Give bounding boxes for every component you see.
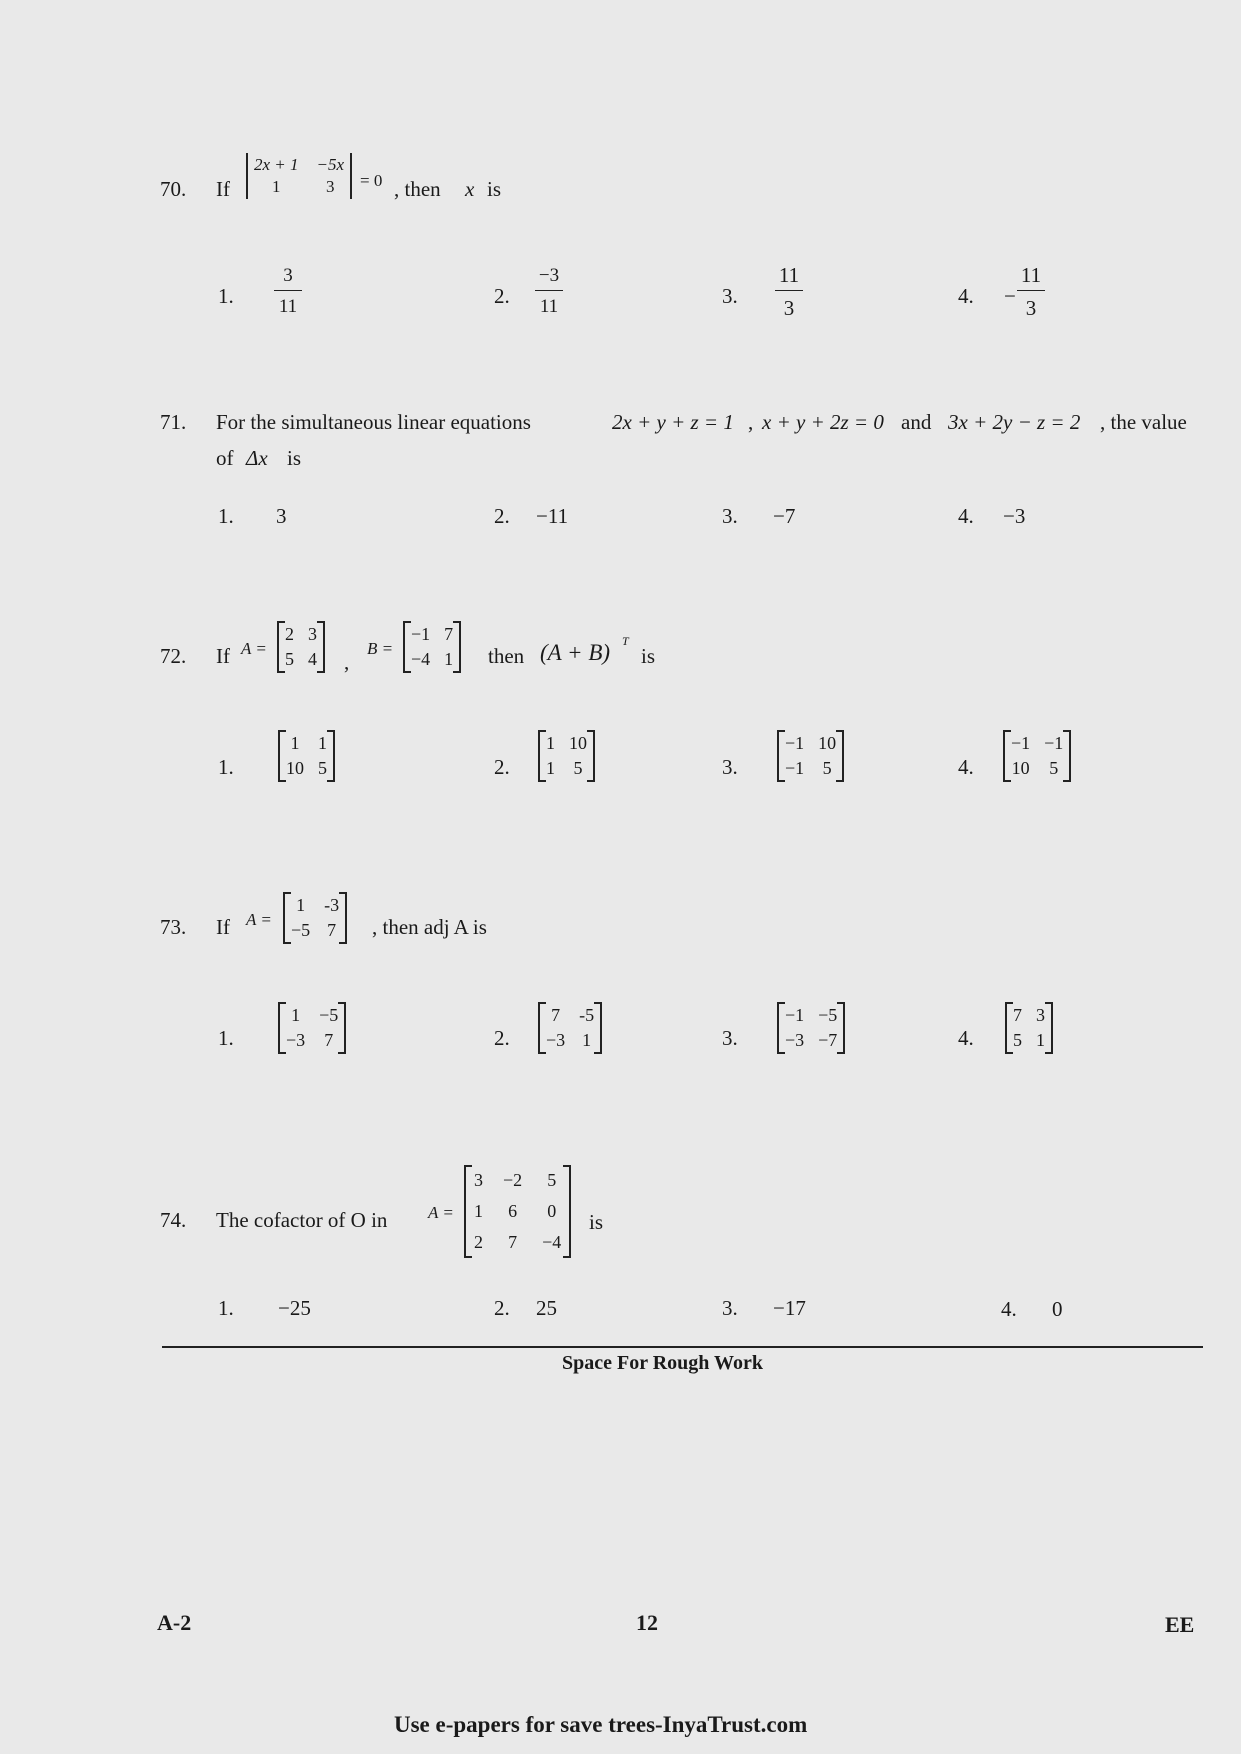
q72-A-label: A = <box>241 639 267 658</box>
q74-A-label: A = <box>428 1203 454 1222</box>
q70-option-number: 4. <box>958 284 974 308</box>
q72-option-number: 3. <box>722 755 738 779</box>
frac-numerator: 11 <box>1017 263 1045 291</box>
matrix-cell: −4 <box>542 1232 562 1252</box>
q72-matrix-A <box>277 621 325 673</box>
matrix-cell: −3 <box>546 1030 566 1050</box>
matrix-cell: 1 <box>444 649 454 669</box>
question-74-number: 74. <box>160 1208 187 1232</box>
q74-option-2[interactable]: 25 <box>536 1296 557 1320</box>
q71-eq2: x + y + 2z = 0 <box>762 410 884 434</box>
det-cell: 3 <box>326 177 335 196</box>
question-72-number: 72. <box>160 644 187 668</box>
det-cell: −5x <box>316 155 345 174</box>
q71-option-3[interactable]: −7 <box>773 504 796 528</box>
q70-determinant <box>246 153 352 199</box>
q73-if: If <box>216 915 230 939</box>
matrix-cell: 5 <box>1049 758 1059 778</box>
matrix-cell: −1 <box>1011 733 1031 753</box>
matrix-cell: 2 <box>285 624 294 644</box>
matrix-cell: 4 <box>308 649 317 669</box>
matrix-cell: 1 <box>290 733 300 753</box>
matrix-cell: 1 <box>546 733 555 753</box>
frac-numerator: 3 <box>274 265 302 291</box>
matrix-cell: 3 <box>1036 1005 1045 1025</box>
q70-option-number: 1. <box>218 284 234 308</box>
q71-option-number: 2. <box>494 504 510 528</box>
q74-text: The cofactor of O in <box>216 1208 388 1232</box>
frac-denominator: 3 <box>1025 296 1037 321</box>
matrix-cell: 1 <box>1036 1030 1045 1050</box>
matrix-cell: 5 <box>547 1170 557 1190</box>
q71-text: For the simultaneous linear equations <box>216 410 531 434</box>
matrix-cell: 10 <box>1011 758 1030 778</box>
q71-is: is <box>287 446 302 470</box>
matrix-cell: 5 <box>573 758 583 778</box>
q74-option-number: 3. <box>722 1296 738 1320</box>
matrix-cell: 10 <box>286 758 304 778</box>
matrix-cell: 3 <box>474 1170 483 1190</box>
q70-option-4[interactable] <box>1017 263 1045 320</box>
q71-eq3: 3x + 2y − z = 2 <box>948 410 1081 434</box>
q72-option-number: 4. <box>958 755 974 779</box>
matrix-cell: 7 <box>327 920 337 940</box>
q74-option-3[interactable]: −17 <box>773 1296 806 1320</box>
q73-option-number: 1. <box>218 1026 234 1050</box>
q73-matrix-A <box>283 892 347 944</box>
matrix-cell: −1 <box>785 733 805 753</box>
q70-var: x <box>465 177 475 201</box>
frac-denominator: 11 <box>539 295 559 317</box>
q71-of: of <box>216 446 234 470</box>
q72-option-number: 1. <box>218 755 234 779</box>
matrix-cell: 1 <box>474 1201 483 1221</box>
matrix-cell: 1 <box>291 1005 301 1025</box>
q72-matrix-B <box>403 621 461 673</box>
q74-option-4[interactable]: 0 <box>1052 1297 1063 1321</box>
matrix-cell: −3 <box>286 1030 306 1050</box>
q73-option-4[interactable] <box>1005 1002 1053 1054</box>
matrix-cell: −1 <box>785 758 805 778</box>
q73-option-number: 2. <box>494 1026 510 1050</box>
q71-option-2[interactable]: −11 <box>536 504 569 528</box>
q74-option-number: 1. <box>218 1296 234 1320</box>
q74-option-number: 4. <box>1001 1297 1017 1321</box>
booklet-code: A-2 <box>157 1610 192 1635</box>
q71-eq1: 2x + y + z = 1 <box>612 410 734 434</box>
q71-option-1[interactable]: 3 <box>276 504 287 528</box>
matrix-cell: −4 <box>411 649 431 669</box>
matrix-cell: 10 <box>569 733 587 753</box>
matrix-cell: −5 <box>818 1005 838 1025</box>
matrix-cell: 0 <box>547 1201 557 1221</box>
q71-delta: Δx <box>246 446 268 470</box>
matrix-cell: 7 <box>1013 1005 1022 1025</box>
q70-option-1[interactable] <box>274 265 302 318</box>
q72-is: is <box>641 644 656 668</box>
q72-option-1[interactable] <box>278 730 335 782</box>
matrix-cell: 5 <box>1013 1030 1022 1050</box>
q70-option-3[interactable] <box>775 263 803 320</box>
q71-and: and <box>901 410 932 434</box>
q73-A-label: A = <box>246 910 272 929</box>
q71-option-number: 1. <box>218 504 234 528</box>
q70-if: If <box>216 177 230 201</box>
q73-option-3[interactable] <box>777 1002 845 1054</box>
question-71-number: 71. <box>160 410 187 434</box>
matrix-cell: 1 <box>296 895 306 915</box>
rough-work-divider <box>162 1346 1203 1348</box>
q73-option-2[interactable] <box>538 1002 602 1054</box>
question-73-number: 73. <box>160 915 187 939</box>
matrix-cell: −2 <box>503 1170 523 1190</box>
matrix-cell: -5 <box>579 1005 595 1025</box>
frac-denominator: 11 <box>278 295 298 317</box>
q73-option-1[interactable] <box>278 1002 346 1054</box>
source-banner: Use e-papers for save trees-InyaTrust.com <box>394 1712 808 1737</box>
q73-option-number: 3. <box>722 1026 738 1050</box>
page-number: 12 <box>636 1610 658 1635</box>
q71-option-number: 3. <box>722 504 738 528</box>
matrix-cell: −1 <box>411 624 431 644</box>
q70-option-2[interactable] <box>535 265 563 318</box>
matrix-cell: 7 <box>444 624 454 644</box>
matrix-cell: 10 <box>818 733 837 753</box>
q70-option-number: 3. <box>722 284 738 308</box>
matrix-cell: 7 <box>324 1030 334 1050</box>
q72-then: then <box>488 644 525 668</box>
matrix-cell: 7 <box>551 1005 561 1025</box>
matrix-cell: −1 <box>1044 733 1064 753</box>
det-cell: 2x + 1 <box>254 155 299 174</box>
q74-is: is <box>589 1210 604 1234</box>
q72-transpose-sup: T <box>622 634 629 648</box>
q70-equals: = 0 <box>360 171 383 190</box>
q72-option-number: 2. <box>494 755 510 779</box>
q70-then: , then <box>394 177 441 201</box>
q73-option-number: 4. <box>958 1026 974 1050</box>
matrix-cell: 5 <box>318 758 327 778</box>
q72-option-3[interactable] <box>777 730 844 782</box>
matrix-cell: 2 <box>474 1232 483 1252</box>
q73-then: , then adj A is <box>372 915 487 939</box>
q71-the-value: , the value <box>1100 410 1187 434</box>
matrix-cell: 5 <box>822 758 832 778</box>
matrix-cell: -3 <box>324 895 340 915</box>
subject-code: EE <box>1165 1612 1195 1637</box>
frac-numerator: −3 <box>535 265 563 291</box>
q70-is: is <box>487 177 502 201</box>
matrix-cell: −5 <box>319 1005 339 1025</box>
question-70-number: 70. <box>160 177 187 201</box>
frac-numerator: 11 <box>775 263 803 291</box>
matrix-cell: 1 <box>318 733 327 753</box>
matrix-cell: 3 <box>308 624 317 644</box>
matrix-cell: 1 <box>546 758 555 778</box>
matrix-cell: −3 <box>785 1030 805 1050</box>
matrix-cell: 1 <box>582 1030 592 1050</box>
q70-option-4-sign: − <box>1004 284 1016 308</box>
matrix-cell: 5 <box>285 649 294 669</box>
q72-option-4[interactable] <box>1003 730 1071 782</box>
matrix-cell: −7 <box>818 1030 838 1050</box>
q70-option-number: 2. <box>494 284 510 308</box>
q71-option-number: 4. <box>958 504 974 528</box>
frac-denominator: 3 <box>783 296 795 321</box>
matrix-cell: −1 <box>785 1005 805 1025</box>
q72-if: If <box>216 644 230 668</box>
q72-expr: (A + B) <box>540 640 611 665</box>
matrix-cell: −5 <box>291 920 311 940</box>
q74-option-number: 2. <box>494 1296 510 1320</box>
matrix-cell: 7 <box>508 1232 518 1252</box>
q74-matrix-A <box>464 1165 571 1258</box>
q74-option-1[interactable]: −25 <box>278 1296 311 1320</box>
q72-option-2[interactable] <box>538 730 595 782</box>
matrix-cell: 6 <box>508 1201 518 1221</box>
q72-B-label: B = <box>367 639 394 658</box>
q71-option-4[interactable]: −3 <box>1003 504 1026 528</box>
det-cell: 1 <box>272 177 281 196</box>
rough-work-label: Space For Rough Work <box>562 1352 763 1374</box>
